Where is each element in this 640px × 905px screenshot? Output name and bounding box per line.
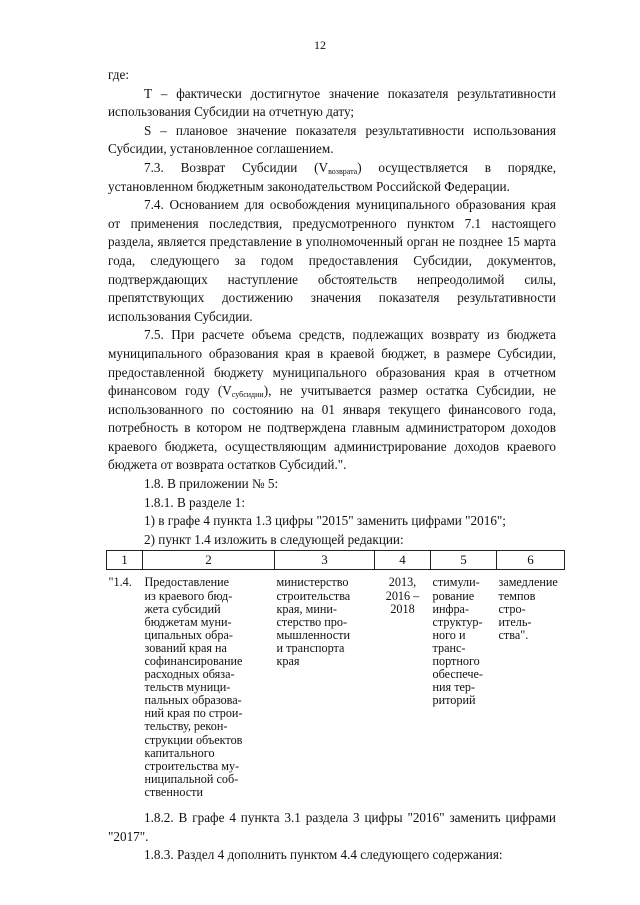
measure-name: Предоставление из краевого бюд- жета субсидий бюджетам муни- ципальных обра- зований края на софинансирование расходных обяза- тельств муници- пальных образова- ний края по строи- тельству, рекон- струкции объектов капитального строительства му- ниципальной соб- ственности (143, 570, 275, 799)
implementation-years: 2013, 2016 – 2018 (375, 570, 431, 799)
subscript-subsidy: субсидии (231, 390, 264, 400)
item-1-8-2: 1.8.2. В графе 4 пункта 3.1 раздела 3 цифры "2016" заменить цифрами "2017". (108, 810, 556, 844)
item-1-8-1-1: 1) в графе 4 пункта 1.3 цифры "2015" заменить цифрами "2016"; (144, 513, 506, 529)
intro-line: где: (108, 67, 129, 82)
item-1-8: 1.8. В приложении № 5: (144, 476, 279, 492)
amendment-table (106, 550, 565, 799)
paragraph-7-3-end: ) осуществляется в порядке, установленном бюджетным законодательством Российской Федерации. (108, 159, 556, 194)
definition-s: S – плановое значение показателя результативности использования Субсидии, установленное соглашением. (108, 122, 556, 157)
paragraph-7-5-end: ), не учитывается размер остатка Субсидии, не использованного по состоянию на 01 января текущего финансового года, потребность в котором не подтверждена главным администратором доходов краевого бюджета, осуществляющим администрирование доходов краевого бюджета от возврата остатков Субсидий.". (108, 383, 556, 473)
paragraph-7-5-start: 7.5. При расчете объема средств, подлежащих возврату из бюджета муниципального образования края в краевой бюджет, в размере Субсидии, предоставленной бюджету муниципального образования края в отчетном финансовом году (V (108, 327, 556, 399)
definition-t: Т – фактически достигнутое значение показателя результативности использования Субсидии на отчетную дату; (108, 85, 556, 120)
paragraph-7-4: 7.4. Основанием для освобождения муниципального образования края от применения последствия, предусмотренного пунктом 7.1 настоящего раздела, является представление в уполномоченный орган не позднее 15 марта года, следующего за годом предоставления Субсидии, документов, подтверждающих наступление обстоятельств непреодолимой силы, препятствующих достижению значения показателя результативности использования Субсидии. (108, 197, 556, 324)
paragraph-7-3 (108, 159, 556, 196)
table-header-row (107, 551, 565, 570)
item-1-8-1-2: 2) пункт 1.4 изложить в следующей редакции: (144, 531, 404, 547)
column-header-1: 1 (107, 551, 143, 570)
executor: министерство строительства края, мини- стерство про- мышленности и транспорта края (275, 570, 375, 799)
table-row (107, 570, 565, 799)
column-header-5: 5 (431, 551, 497, 570)
column-header-6: 6 (497, 551, 565, 570)
column-header-2: 2 (143, 551, 275, 570)
paragraph-7-5 (108, 326, 556, 475)
document-body (108, 66, 556, 865)
page-number: 12 (314, 38, 326, 52)
expected-result: стимули- рование инфра- структур- ного и транс- портного обеспече- ния тер- риторий (431, 570, 497, 799)
subscript-return: возврата (328, 166, 358, 176)
row-number: "1.4. (107, 570, 143, 799)
column-header-4: 4 (375, 551, 431, 570)
consequence: замедление темпов стро- итель- ства". (497, 570, 565, 799)
column-header-3: 3 (275, 551, 375, 570)
paragraph-7-3-start: 7.3. Возврат Субсидии (V (144, 159, 329, 175)
item-1-8-3: 1.8.3. Раздел 4 дополнить пунктом 4.4 следующего содержания: (144, 847, 503, 863)
item-1-8-1: 1.8.1. В разделе 1: (144, 494, 246, 510)
